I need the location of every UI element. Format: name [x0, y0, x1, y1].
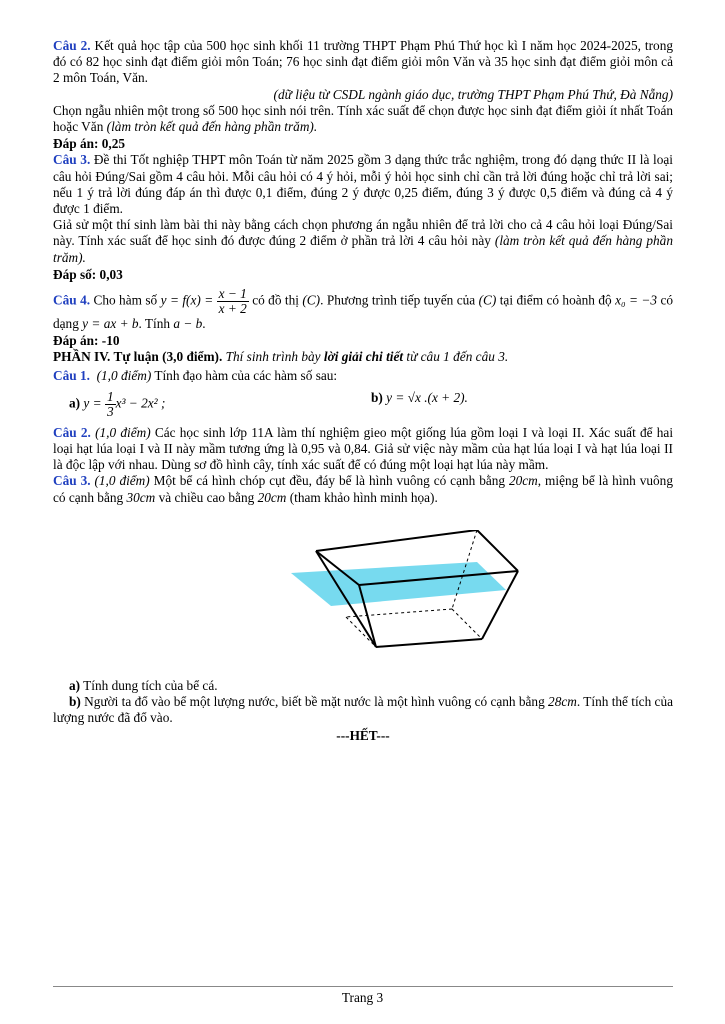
end-marker: ---HẾT--- — [336, 728, 390, 744]
question-3-task: Giả sử một thí sinh làm bài thi này bằng cách chọn phương án ngẫu nhiên để trả lời cho cả 4 câu hỏi loại Đúng/Sai này. Tính xác suất để học sinh đó được đúng 2 điểm ở phần trả lời 4 câu hỏi này (làm tròn kết quả đến hàng phần trăm). — [53, 217, 673, 265]
question-label: Câu 2. — [53, 424, 91, 440]
frustum-tank-figure — [256, 530, 526, 668]
data-source-note: (dữ liệu từ CSDL ngành giáo dục, trường THPT Phạm Phú Thứ, Đà Nẵng) — [273, 86, 673, 102]
question-2: Câu 2. Kết quả học tập của 500 học sinh khối 11 trường THPT Phạm Phú Thứ học kì I năm học 2024-2025, trong đó có 82 học sinh đạt điểm giỏi môn Toán; 76 học sinh đạt điểm giỏi môn Văn và 35 học sinh đạt điểm giỏi môn cả 2 môn Toán, Văn. — [53, 38, 673, 86]
essay-1-parts — [69, 390, 673, 419]
question-label: Câu 2. — [53, 38, 91, 53]
fraction: $\frac{x - 1}{x + 2}$ — [218, 286, 247, 317]
essay-question-1: Câu 1. (1,0 điểm) Tính đạo hàm của các hàm số sau: — [53, 367, 338, 383]
question-label: Câu 3. — [53, 473, 91, 489]
question-4: Câu 4. Cho hàm số y = f(x) = $\frac{x - 1}{x + 2}$ có đồ thị (C). Phương trình tiếp tuyến của (C) tại điểm có hoành độ x₀ = −3 có dạng y = ax + b. Tính a − b. — [53, 286, 674, 332]
fraction: $\frac{1}{3}$ — [106, 388, 114, 419]
answer-4: Đáp án: -10 — [53, 333, 120, 349]
essay-3-part-a: a) Tính dung tích của bể cá. — [69, 677, 218, 693]
part-b: b) y = √x .(x + 2). — [371, 389, 468, 405]
footer-divider — [53, 986, 673, 987]
answer-3: Đáp số: 0,03 — [53, 266, 123, 282]
essay-question-3: Câu 3. (1,0 điểm) Một bể cá hình chóp cụt đều, đáy bể là hình vuông có cạnh bằng 20cm, miệng bể là hình vuông có cạnh bằng 30cm và chiều cao bằng 20cm (tham khảo hình minh họa). — [53, 473, 673, 505]
essay-question-2: Câu 2. (1,0 điểm) Các học sinh lớp 11A làm thí nghiệm gieo một giống lúa gồm loại I và loại II. Xác suất để hai loại hạt lúa loại I và II này mầm tương ứng là 0,95 và 0,84. Giả sử việc này mầm của hạt lúa loại I và hạt lúa loại II là độc lập với nhau. Dùng sơ đồ hình cây, tính xác suất để có đúng một loại hạt lúa này mầm. — [53, 424, 674, 473]
question-2-task: Chọn ngẫu nhiên một trong số 500 học sinh nói trên. Tính xác suất để chọn được học sinh đạt điểm giỏi ít nhất Toán hoặc Văn (làm tròn kết quả đến hàng phần trăm). — [53, 102, 673, 135]
water-surface — [291, 562, 506, 606]
answer-2: Đáp án: 0,25 — [53, 136, 126, 152]
question-label: Câu 3. — [53, 152, 91, 168]
part-a: a) y = $\frac{1}{3}$ x³ − 2x² ; — [69, 388, 166, 419]
question-label: Câu 1. — [53, 367, 90, 383]
question-3: Câu 3. Đề thi Tốt nghiệp THPT môn Toán từ năm 2025 gồm 3 dạng thức trắc nghiệm, trong đó dạng thức II là loại câu hỏi Đúng/Sai gồm 4 câu hỏi. Mỗi câu hỏi có 4 ý hỏi, mỗi ý hỏi học sinh chỉ cần trả lời đúng hoặc chỉ trả lời sai; nếu 1 ý trả lời đúng đáp án thì được 0,1 điểm, đúng 2 ý được 0,25 điểm, đúng 3 ý được 0,5 điểm và đúng cả 4 ý được 1 điểm. — [53, 152, 673, 217]
page-content — [53, 38, 673, 745]
page-number: Trang 3 — [341, 990, 384, 1005]
part-4-heading: PHẦN IV. Tự luận (3,0 điểm). Thí sinh trình bày lời giải chi tiết từ câu 1 đến câu 3. — [53, 349, 509, 365]
essay-3-part-b: b) Người ta đổ vào bể một lượng nước, biết bề mặt nước là một hình vuông có cạnh bằng 28cm. Tính thể tích của lượng nước đã đổ vào. — [53, 694, 673, 726]
question-label: Câu 4. — [53, 292, 91, 308]
